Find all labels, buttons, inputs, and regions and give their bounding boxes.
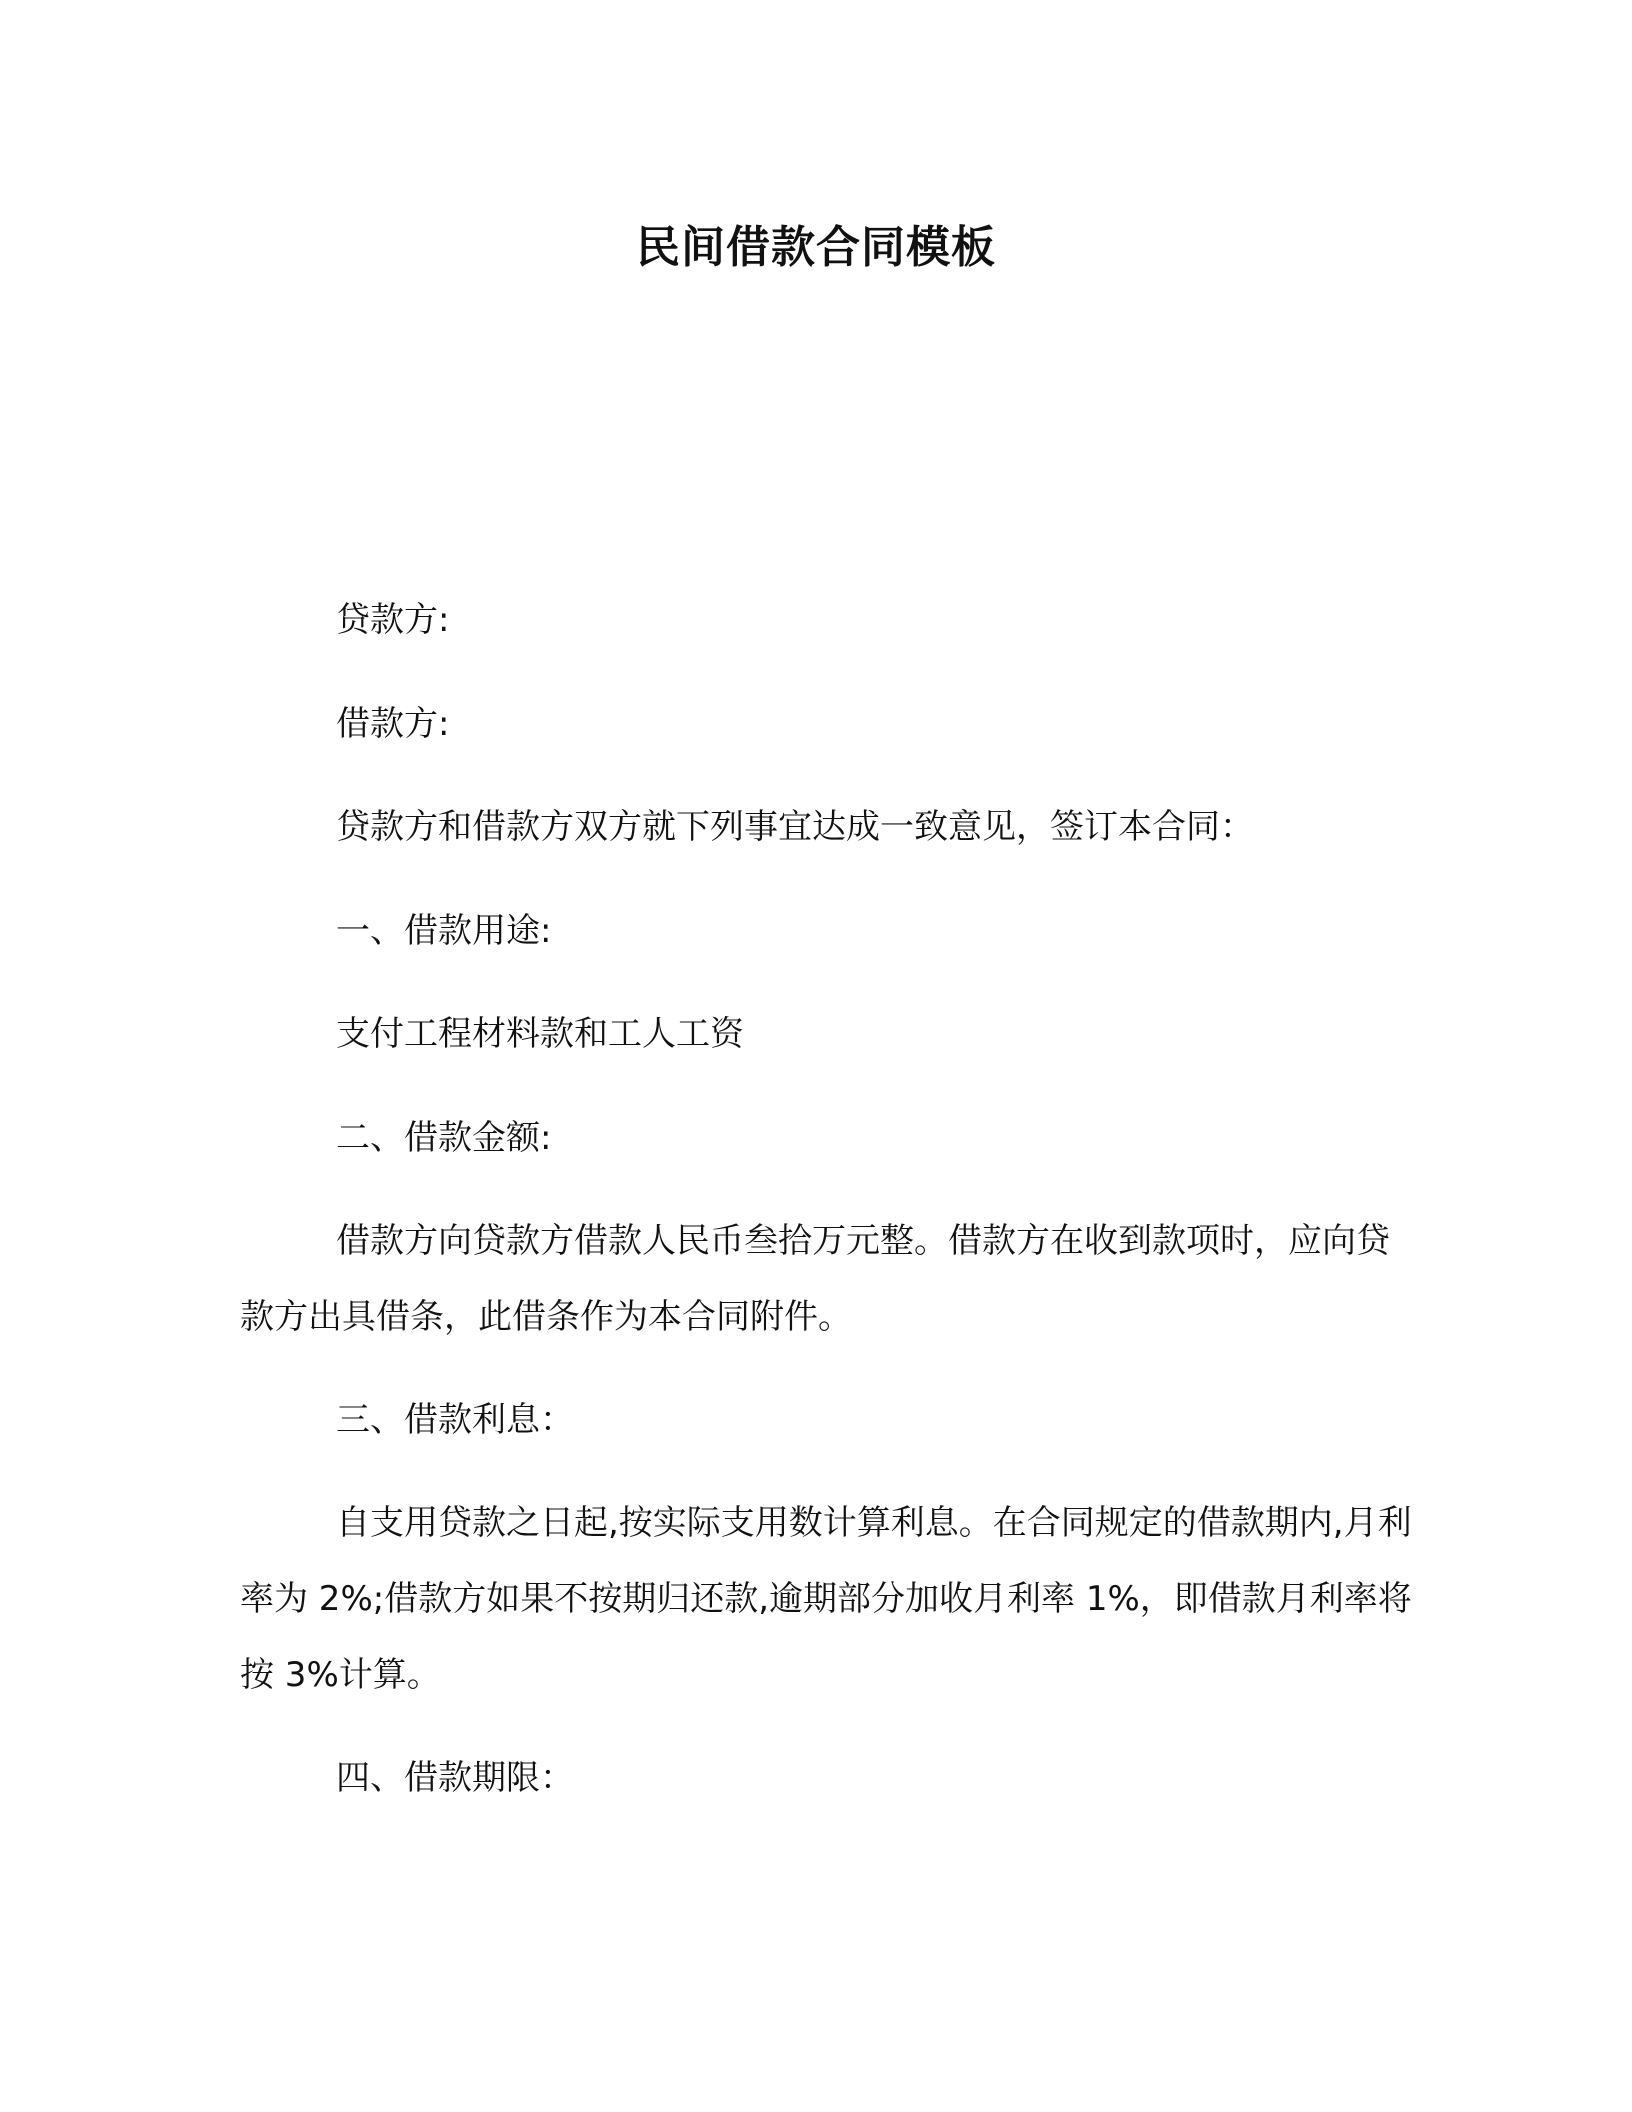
section4-heading: 四、借款期限： bbox=[336, 1758, 574, 1798]
intro-paragraph: 贷款方和借款方双方就下列事宜达成一致意见，签订本合同： bbox=[336, 807, 1254, 847]
section1-heading: 一、借款用途: bbox=[336, 911, 552, 951]
section2-body: 借款方向贷款方借款人民币叁拾万元整。借款方在收到款项时，应向贷款方出具借条，此借条作为本合同附件。 bbox=[240, 1221, 1390, 1337]
section3-body: 自支用贷款之日起,按实际支用数计算利息。在合同规定的借款期内,月利率为 2%;借款方如果不按期归还款,逾期部分加收月利率 1%，即借款月利率将按 3%计算。 bbox=[240, 1503, 1412, 1695]
borrower-label: 借款方: bbox=[336, 704, 450, 744]
section2-heading: 二、借款金额: bbox=[336, 1118, 552, 1158]
section3-heading: 三、借款利息： bbox=[336, 1400, 574, 1440]
document-title: 民间借款合同模板 bbox=[636, 222, 996, 273]
section1-body: 支付工程材料款和工人工资 bbox=[336, 1014, 744, 1054]
lender-label: 贷款方: bbox=[336, 600, 450, 640]
